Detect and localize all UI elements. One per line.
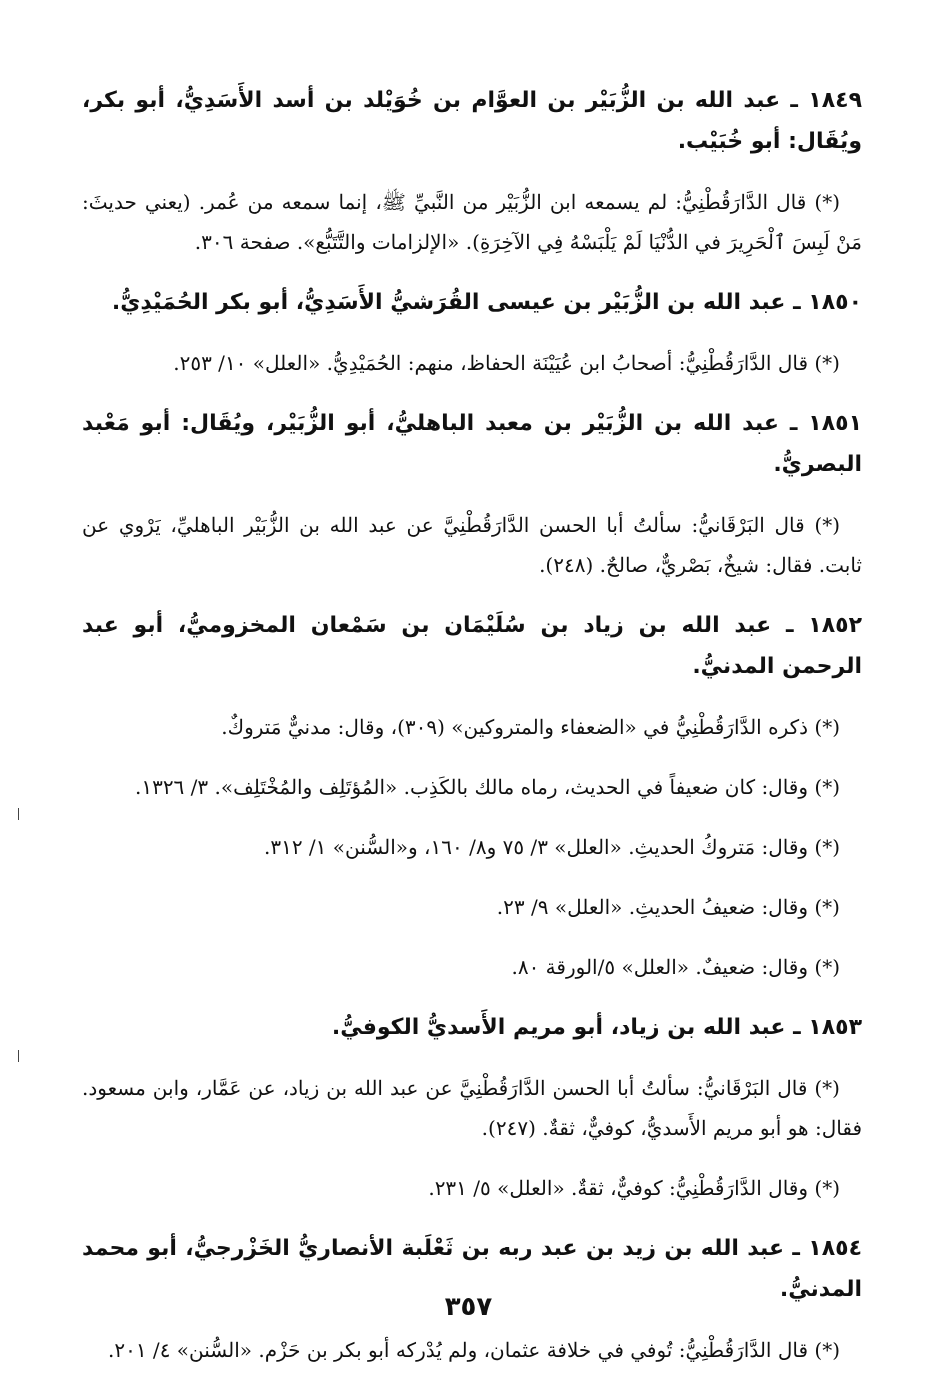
margin-mark bbox=[18, 808, 19, 820]
entry-paragraph: (*) قال الدَّارَقُطْنِيُّ: لم يسمعه ابن الزُّبَيْر من النَّبيِّ ﷺ، إنما سمعه من عُمر. (يعني حديثَ: مَنْ لَبِسَ ٱلْحَرِيرَ في الدُّنْيَا لَمْ يَلْبَسْهُ فِي الآخِرَةِ). «الإلزامات والتَّتَبُّع». صفحة ٣٠٦. bbox=[82, 190, 862, 254]
entry-paragraph: (*) قال الدَّارَقُطْنِيُّ: أصحابُ ابن عُيَيْنَة الحفاظ، منهم: الحُمَيْدِيُّ. «العلل» ١٠/ ٢٥٣. bbox=[173, 351, 840, 375]
entry-1849 bbox=[82, 80, 862, 262]
entry-heading: ١٨٥١ ـ عبد الله بن الزُّبَيْر بن معبد الباهليُّ، أبو الزُّبَيْر، ويُقَال: أبو مَعْبد البصريُّ. bbox=[82, 411, 862, 477]
entry-paragraph: (*) وقال: مَتروكُ الحديثِ. «العلل» ٣/ ٧٥ و٨/ ١٦٠، و«السُّنن» ١/ ٣١٢. bbox=[263, 835, 840, 859]
entry-1851 bbox=[82, 403, 862, 585]
entry-paragraph: (*) قال البَرْقَانيُّ: سألتُ أبا الحسن الدَّارَقُطْنِيَّ عن عبد الله بن زياد، عن عَمَّار، وابن مسعود. فقال: هو أبو مريم الأَسديُّ، كوفيٌّ، ثقةٌ. (٢٤٧). bbox=[82, 1076, 862, 1140]
entry-heading: ١٨٥٠ ـ عبد الله بن الزُّبَيْر بن عيسى القُرَشيُّ الأَسَدِيُّ، أبو بكر الحُمَيْدِيُّ. bbox=[111, 290, 862, 315]
page-number: ٣٥٧ bbox=[444, 1292, 493, 1322]
entry-1852 bbox=[82, 605, 862, 987]
entry-1853 bbox=[82, 1007, 862, 1208]
entry-heading: ١٨٥٣ ـ عبد الله بن زياد، أبو مريم الأَسديُّ الكوفيُّ. bbox=[331, 1015, 862, 1040]
entry-paragraph: (*) وقال: ضعيفٌ. «العلل» ٥/الورقة ٨٠. bbox=[511, 955, 840, 979]
entry-1850 bbox=[82, 282, 862, 383]
margin-mark bbox=[18, 1050, 19, 1062]
entry-paragraph: (*) ذكره الدَّارَقُطْنِيُّ في «الضعفاء والمتروكين» (٣٠٩)، وقال: مدنيٌّ مَتروكٌ. bbox=[221, 715, 840, 739]
entry-heading: ١٨٥٢ ـ عبد الله بن زياد بن سُلَيْمَان بن سَمْعان المخزوميُّ، أبو عبد الرحمن المدنيُّ. bbox=[82, 613, 862, 679]
entry-heading: ١٨٤٩ ـ عبد الله بن الزُّبَيْر بن العوَّام بن خُوَيْلد بن أسد الأَسَدِيُّ، أبو بكر، ويُقَال: أبو خُبَيْب. bbox=[82, 88, 862, 154]
entry-paragraph: (*) وقال: كان ضعيفاً في الحديث، رماه مالك بالكَذِب. «المُؤتَلِف والمُخْتَلِف». ٣/ ١٣٢٦. bbox=[134, 775, 840, 799]
entry-paragraph: (*) وقال الدَّارَقُطْنِيُّ: كوفيٌّ، ثقةٌ. «العلل» ٥/ ٢٣١. bbox=[428, 1176, 840, 1200]
entry-heading: ١٨٥٤ ـ عبد الله بن زيد بن عبد ربه بن ثَعْلَبة الأنصاريُّ الخَزْرجيُّ، أبو محمد المدنيُّ. bbox=[82, 1236, 862, 1302]
book-page-body bbox=[82, 72, 862, 1390]
entry-paragraph: (*) قال البَرْقَانيُّ: سألتُ أبا الحسن الدَّارَقُطْنِيَّ عن عبد الله بن الزُّبَيْر الباهليِّ، يَرْوي عن ثابت. فقال: شيخٌ، بَصْريٌّ، صالحٌ. (٢٤٨). bbox=[82, 513, 862, 577]
entry-paragraph: (*) قال الدَّارَقُطْنِيُّ: تُوفي في خلافة عثمان، ولم يُدْركه أبو بكر بن حَزْم. «السُّنن» ٤/ ٢٠١. bbox=[107, 1338, 840, 1362]
entry-paragraph: (*) وقال: ضعيفُ الحديثِ. «العلل» ٩/ ٢٣. bbox=[496, 895, 840, 919]
